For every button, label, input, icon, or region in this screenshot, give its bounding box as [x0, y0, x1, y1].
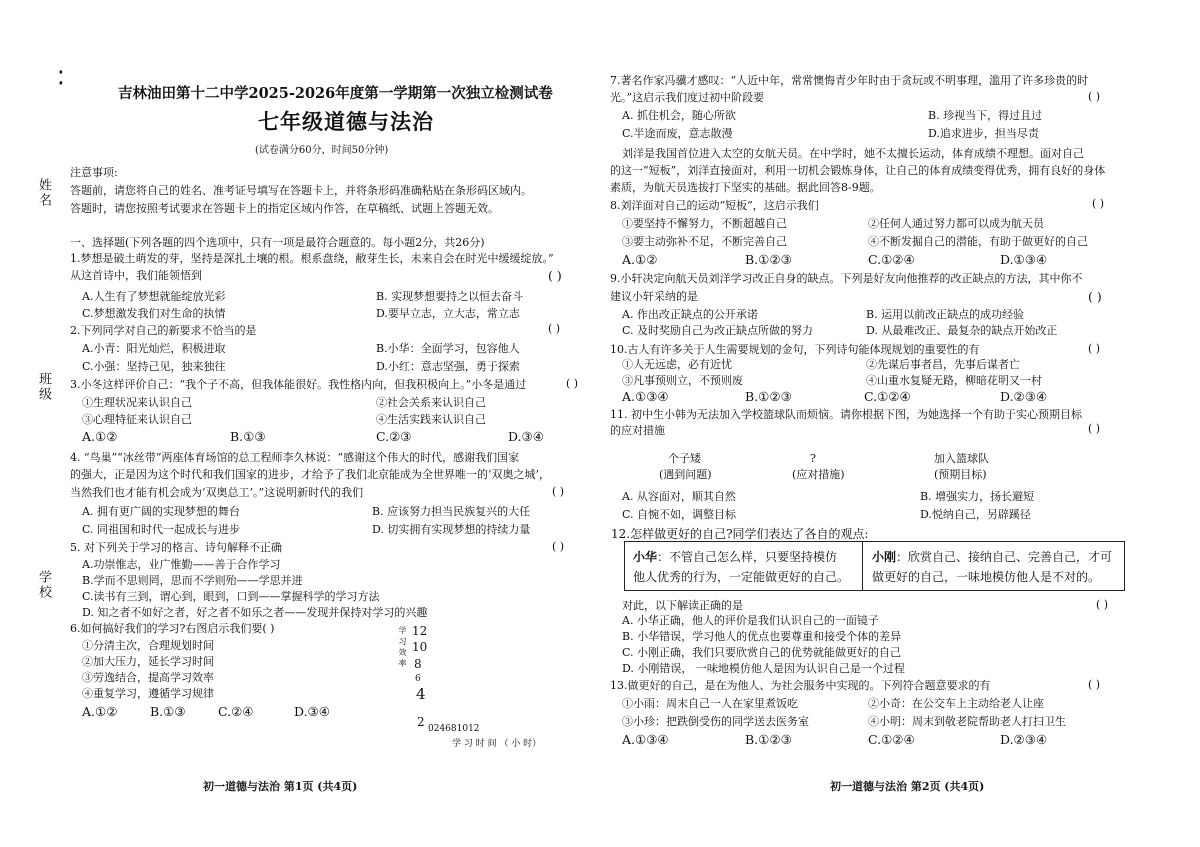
- option: ③心理特征来认识自己: [82, 413, 192, 426]
- speaker-name: 小华: [633, 550, 658, 564]
- notice-line: 答题前，请您将自己的姓名、准考证号填写在答题卡上，并将条形码准确粘贴在条形码区域内。: [70, 184, 532, 197]
- option: ④小明：周末到敬老院帮助老人打扫卫生: [868, 715, 1066, 728]
- notice-line: 答题时，请您按照考试要求在答题卡上的指定区域内作答，在草稿纸、试题上答题无效。: [70, 202, 499, 215]
- option: C.小强：坚持己见，独来独往: [82, 360, 226, 373]
- opinion-xiaogang: [872, 548, 1112, 565]
- passage-text: 素质，为航天员选拔打下坚实的基础。据此回答8-9题。: [610, 181, 881, 194]
- score-time: (试卷满分60分，时间50分钟): [255, 145, 389, 156]
- flow-goal: 加入篮球队: [934, 452, 989, 465]
- page-footer: 初一道德与法治 第1页 (共4页): [203, 780, 358, 793]
- opinion-text: ：欣赏自己、接纳自己、完善自己，才可: [896, 550, 1113, 564]
- opinion-xiaohua: [633, 548, 837, 565]
- figure-x-label: 学 习 时 间 （ 小 时）: [452, 739, 542, 749]
- option: ③劳逸结合，提高学习效率: [82, 671, 214, 684]
- option: ①人无远虑，必有近忧: [622, 358, 732, 371]
- exam-title: 吉林油田第十二中学2025-2026年度第一学期第一次独立检测试卷: [118, 85, 553, 102]
- flow-measure-caption: (应对措施): [792, 468, 845, 481]
- answer-paren: ( ): [552, 540, 565, 553]
- option: B.小华：全面学习，包容他人: [376, 342, 520, 355]
- flow-problem: 个子矮: [668, 452, 701, 465]
- answer-paren: ( ): [1088, 342, 1101, 355]
- option: B.①③: [230, 429, 266, 444]
- option: C. 同祖国和时代一起成长与进步: [82, 523, 241, 536]
- option: D.③④: [508, 429, 544, 444]
- flow-measure: ?: [810, 452, 816, 465]
- question-text: 的强大，正是因为这个时代和我们国家的进步，才给予了我们北京能成为全世界唯一的‘双奥之城’，: [70, 468, 550, 481]
- option: A. 拥有更广阔的实现梦想的舞台: [82, 505, 240, 518]
- option: D.②③④: [1000, 389, 1048, 404]
- option: B.学而不思则罔，思而不学则殆——学思并进: [82, 574, 303, 587]
- option: ①生理状况来认识自己: [82, 396, 192, 409]
- answer-paren: ( ): [1088, 422, 1101, 435]
- question-text: 的应对措施: [610, 424, 665, 437]
- opinion-divider: [862, 542, 863, 590]
- option: ④不断发掘自己的潜能，有助于做更好的自己: [868, 235, 1088, 248]
- option: D.①③④: [1000, 252, 1048, 267]
- option: A.①③④: [622, 389, 669, 404]
- question-text: 10.古人有许多关于人生需要规划的金句，下列诗句能体现规划的重要性的有: [610, 343, 980, 356]
- option: A.①②: [622, 252, 658, 267]
- figure-y-tick: 2: [417, 715, 425, 729]
- figure-y-label: 学习效率: [398, 626, 407, 670]
- option: D.③④: [294, 704, 330, 719]
- option: D.悦纳自己，另辟蹊径: [920, 508, 1031, 521]
- option: D. 从最难改正、最复杂的缺点开始改正: [866, 324, 1058, 337]
- question-text: 3.小冬这样评价自己：“我个子不高，但我体能很好。我性格内向，但我积极向上。”小冬是通过: [70, 378, 527, 391]
- option: D. 小刚错误， 一味地模仿他人是因为认识自己是一个过程: [622, 662, 905, 675]
- option: A.人生有了梦想就能绽放光彩: [82, 290, 226, 303]
- opinion-text: ：不管自己怎么样，只要坚持模仿: [657, 550, 838, 564]
- opinion-text: 他人优秀的行为，一定能做更好的自己。: [633, 570, 850, 584]
- page-footer: 初一道德与法治 第2页 (共4页): [830, 780, 985, 793]
- notice-title: 注意事项:: [70, 166, 118, 179]
- option: ③凡事预则立，不预则废: [622, 374, 743, 387]
- option: A.小青：阳光灿烂，积极进取: [82, 342, 226, 355]
- option: B. 珍视当下，得过且过: [928, 109, 1043, 122]
- option: ①分清主次，合理规划时间: [82, 639, 214, 652]
- option: D.要早立志，立大志，常立志: [376, 307, 520, 320]
- question-text: 5. 对下列关于学习的格言、诗句解释不正确: [70, 541, 282, 554]
- answer-paren: ( ): [1088, 289, 1102, 304]
- option: C. 及时奖励自己为改正缺点所做的努力: [622, 324, 814, 337]
- figure-y-tick: 8: [414, 657, 422, 671]
- option: B. 运用以前改正缺点的成功经验: [866, 308, 1025, 321]
- question-text: 13.做更好的自己，是在为他人、为社会服务中实现的。下列符合题意要求的有: [610, 679, 991, 692]
- question-text: 当然我们也才能有机会成为‘双奥总工’。”这说明新时代的我们: [70, 486, 364, 499]
- question-text: 6.如何搞好我们的学习?右图启示我们要( ): [70, 622, 275, 635]
- option: ②先谋后事者昌，先事后谋者亡: [866, 358, 1020, 371]
- figure-y-tick: 12: [412, 624, 428, 638]
- flow-problem-caption: (遇到问题): [659, 468, 712, 481]
- option: B. 增强实力，扬长避短: [920, 490, 1035, 503]
- figure-y-tick: 4: [416, 685, 426, 703]
- option: ②加大压力，延长学习时间: [82, 655, 214, 668]
- question-text: 对此，以下解读正确的是: [622, 599, 743, 612]
- question-text: 1.梦想是破土萌发的芽，坚持是深扎土壤的根。根系盘绕，敝芽生长，未来自会在时光中缓缓绽放。”: [70, 252, 554, 265]
- question-text: 4. “鸟巢”“冰丝带”两座体育场馆的总工程师李久林说：“感谢这个伟大的时代，感谢我们国家: [70, 451, 520, 464]
- option: A. 从容面对，顺其自然: [622, 490, 736, 503]
- section-heading: 一、选择题(下列各题的四个选项中，只有一项是最符合题意的。每小题2分，共26分): [70, 236, 485, 249]
- flow-goal-caption: (预期目标): [934, 468, 987, 481]
- question-text: 建议小轩采纳的是: [610, 290, 698, 303]
- passage-text: 刘洋是我国首位进入太空的女航天员。在中学时，她不太擅长运动，体育成绩不理想。面对自己: [622, 147, 1084, 160]
- question-text: 9.小轩决定向航天员刘洋学习改正自身的缺点。下列是好友向他推荐的改正缺点的方法，其中你不: [610, 272, 1083, 285]
- option: C.读书有三到，谓心到，眼到，口到——掌握科学的学习方法: [82, 590, 380, 603]
- question-text: 从这首诗中，我们能领悟到: [70, 269, 202, 282]
- option: A. 抓住机会，随心所欲: [622, 109, 736, 122]
- answer-paren: ( ): [1088, 678, 1101, 691]
- option: B.①②③: [745, 252, 792, 267]
- option: ④山重水复疑无路，柳暗花明又一村: [866, 374, 1042, 387]
- figure-x-ticks: 024681012: [428, 724, 480, 734]
- option: C.半途而废，意志散漫: [622, 127, 733, 140]
- answer-paren: ( ): [1096, 598, 1109, 611]
- answer-paren: ( ): [552, 485, 565, 498]
- side-label-class: 班级: [36, 372, 51, 402]
- option: D.追求进步，担当尽责: [928, 127, 1039, 140]
- margin-dots: ⁚: [58, 68, 64, 89]
- option: C.②③: [376, 429, 412, 444]
- answer-paren: ( ): [566, 377, 579, 390]
- option: D.小红：意志坚强，勇于探索: [376, 360, 520, 373]
- answer-paren: ( ): [548, 322, 561, 335]
- answer-paren: ( ): [1092, 197, 1105, 210]
- side-label-school: 学校: [36, 570, 51, 600]
- option: C. 小刚正确，我们只要欣赏自己的优势就能做更好的自己: [622, 646, 902, 659]
- side-label-name: 姓名: [36, 178, 51, 208]
- figure-y-tick: 6: [415, 674, 421, 684]
- option: C.①②④: [868, 252, 915, 267]
- option: A.功崇惟志，业广惟勤——善于合作学习: [82, 558, 281, 571]
- option: B. 小华错误，学习他人的优点也要尊重和接受个体的差异: [622, 630, 902, 643]
- option: D.②③④: [1000, 732, 1048, 747]
- option: A. 作出改正缺点的公开承诺: [622, 308, 758, 321]
- option: ③小珍：把跌倒受伤的同学送去医务室: [622, 715, 809, 728]
- option: C.②④: [218, 704, 254, 719]
- option: ②小奇：在公交车上主动给老人让座: [868, 697, 1044, 710]
- option: A.①②: [82, 704, 118, 719]
- option: C.梦想激发我们对生命的执情: [82, 307, 226, 320]
- option: D. 知之者不如好之者，好之者不如乐之者——发现并保持对学习的兴趣: [82, 606, 428, 619]
- speaker-name: 小刚: [872, 550, 897, 564]
- option: B. 实现梦想要持之以恒去奋斗: [376, 290, 524, 303]
- option: C. 自惋不如，调整目标: [622, 508, 737, 521]
- option: B.①②③: [745, 389, 792, 404]
- option: A.①②: [82, 429, 118, 444]
- option: ②任何人通过努力都可以成为航天员: [868, 217, 1044, 230]
- option: ①要坚持不懈努力，不断超越自己: [622, 217, 787, 230]
- option: B.①③: [150, 704, 186, 719]
- option: B.①②③: [745, 732, 792, 747]
- answer-paren: ( ): [548, 268, 562, 283]
- option: ④生活实践来认识自己: [376, 413, 486, 426]
- question-text: 7.著名作家冯骥才感叹：“人近中年，常常懊悔青少年时由于贪玩或不明事理，滥用了许多珍贵的时: [610, 74, 1089, 87]
- question-text: 12.怎样做更好的自己?同学们表达了各自的观点:: [611, 527, 869, 541]
- option: C.①②④: [864, 389, 911, 404]
- option: C.①②④: [868, 732, 915, 747]
- answer-paren: ( ): [1088, 90, 1101, 103]
- question-text: 11. 初中生小韩为无法加入学校篮球队而烦恼。请你根据下图，为她选择一个有助于实心预期目标: [610, 408, 1082, 421]
- question-text: 光。”这启示我们度过初中阶段要: [610, 91, 765, 104]
- option: ④重复学习，遵循学习规律: [82, 687, 214, 700]
- option: ②社会关系来认识自己: [376, 396, 486, 409]
- subject-title: 七年级道德与法治: [258, 109, 434, 134]
- opinion-text: 做更好的自己，一味地模仿他人是不对的。: [872, 570, 1101, 584]
- option: ③要主动弥补不足，不断完善自己: [622, 235, 787, 248]
- question-text: 8.刘洋面对自己的运动“短板”，这启示我们: [610, 199, 819, 212]
- option: A. 小华正确，他人的评价是我们认识自己的一面镜子: [622, 614, 879, 627]
- option: D. 切实拥有实现梦想的持续力量: [372, 523, 531, 536]
- option: A.①③④: [622, 732, 669, 747]
- figure-y-tick: 10: [412, 640, 428, 654]
- option: ①小雨：周末自己一人在家里煮饭吃: [622, 697, 798, 710]
- opinion-box: [624, 541, 1125, 591]
- option: B. 应该努力担当民族复兴的大任: [372, 505, 531, 518]
- question-text: 2.下列同学对自己的新要求不恰当的是: [70, 324, 257, 337]
- passage-text: 的这一“短板”，刘洋直接面对，利用一切机会锻炼身体，让自己的体育成绩变得优秀，拥有良好的身体: [610, 164, 1106, 177]
